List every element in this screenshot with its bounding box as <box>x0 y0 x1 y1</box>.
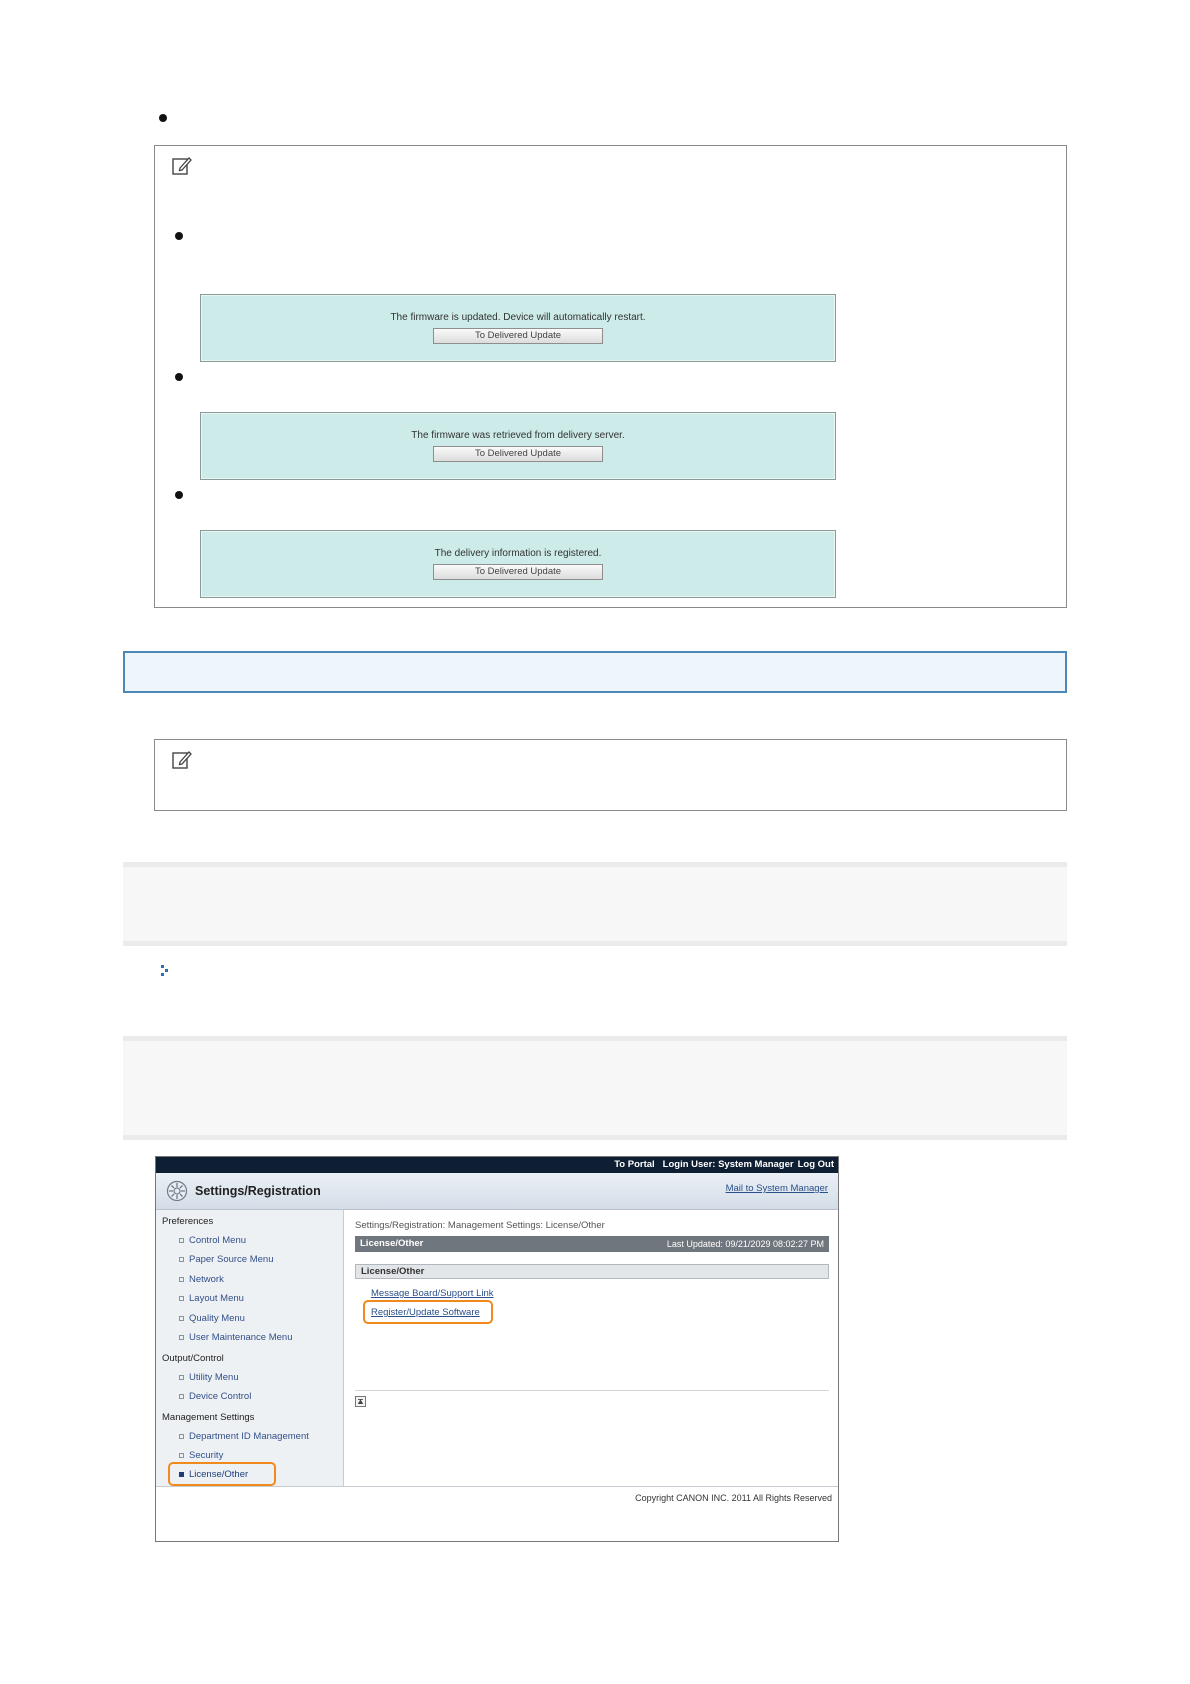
sidebar-item-label: User Maintenance Menu <box>189 1332 293 1343</box>
bullet-square-icon <box>179 1434 184 1439</box>
sidebar-item-control-menu[interactable] <box>179 1235 246 1246</box>
app-title: Settings/Registration <box>195 1184 321 1198</box>
bullet-square-icon <box>179 1316 184 1321</box>
sidebar <box>156 1210 344 1486</box>
to-portal-link[interactable]: To Portal <box>614 1159 655 1170</box>
panel-message: The delivery information is registered. <box>434 548 602 559</box>
panel-message: The firmware was retrieved from delivery server. <box>411 430 625 441</box>
bullet-square-icon <box>179 1394 184 1399</box>
bullet <box>175 491 183 499</box>
to-delivered-update-button[interactable]: To Delivered Update <box>433 564 603 580</box>
note-edit-icon <box>171 749 193 771</box>
sidebar-item-label: Paper Source Menu <box>189 1254 274 1265</box>
bullet <box>175 373 183 381</box>
divider <box>355 1390 829 1391</box>
sidebar-item-label: Control Menu <box>189 1235 247 1246</box>
step-band <box>123 1036 1067 1140</box>
main-content <box>344 1210 838 1486</box>
section-heading <box>123 651 1067 693</box>
sidebar-item-network[interactable] <box>179 1274 224 1285</box>
firmware-retrieved-panel <box>200 412 836 480</box>
top-bar <box>156 1157 838 1173</box>
sidebar-group-management-settings: Management Settings <box>162 1412 255 1423</box>
sidebar-item-user-maintenance-menu[interactable] <box>179 1332 293 1343</box>
message-board-support-link[interactable]: Message Board/Support Link <box>371 1288 494 1299</box>
bullet <box>159 114 167 122</box>
login-user-label: Login User: System Manager <box>662 1159 794 1170</box>
sidebar-item-paper-source-menu[interactable] <box>179 1254 274 1265</box>
sidebar-group-output-control: Output/Control <box>162 1353 224 1364</box>
sidebar-item-department-id-management[interactable] <box>179 1431 309 1442</box>
bullet-square-icon <box>179 1257 184 1262</box>
title-bar-label: License/Other <box>360 1238 424 1249</box>
sidebar-group-preferences: Preferences <box>162 1216 214 1227</box>
step-band <box>123 862 1067 946</box>
mail-to-system-manager-link[interactable]: Mail to System Manager <box>725 1183 828 1194</box>
sidebar-item-label: Utility Menu <box>189 1372 239 1383</box>
sidebar-item-security[interactable] <box>179 1450 223 1461</box>
sidebar-item-label: Device Control <box>189 1391 252 1402</box>
bullet <box>175 232 183 240</box>
note-box <box>154 739 1067 811</box>
copyright: Copyright CANON INC. 2011 All Rights Reserved <box>635 1493 832 1503</box>
remote-ui-screenshot <box>155 1156 839 1542</box>
sidebar-item-utility-menu[interactable] <box>179 1372 239 1383</box>
last-updated: Last Updated: 09/21/2029 08:02:27 PM <box>666 1239 824 1249</box>
sidebar-item-quality-menu[interactable] <box>179 1313 245 1324</box>
bullet-square-icon <box>179 1296 184 1301</box>
settings-gear-icon <box>166 1180 188 1202</box>
sidebar-item-label: Security <box>189 1450 224 1461</box>
sidebar-item-label: Quality Menu <box>189 1313 245 1324</box>
to-delivered-update-button[interactable]: To Delivered Update <box>433 328 603 344</box>
firmware-updated-panel <box>200 294 836 362</box>
panel-message: The firmware is updated. Device will automatically restart. <box>390 312 646 323</box>
sidebar-item-label: License/Other <box>189 1469 249 1480</box>
section-bar-label: License/Other <box>361 1266 425 1277</box>
sidebar-item-layout-menu[interactable] <box>179 1293 244 1304</box>
link-arrow-icon <box>160 964 172 978</box>
highlight-outline <box>363 1300 493 1324</box>
sidebar-item-label: Department ID Management <box>189 1431 309 1442</box>
note-box <box>154 145 1067 608</box>
bullet-square-icon <box>179 1277 184 1282</box>
breadcrumb: Settings/Registration: Management Settings: License/Other <box>355 1220 605 1231</box>
bullet-square-icon <box>179 1238 184 1243</box>
bullet-square-icon <box>179 1375 184 1380</box>
note-edit-icon <box>171 155 193 177</box>
app-header <box>156 1173 838 1210</box>
footer <box>156 1486 838 1542</box>
delivery-registered-panel <box>200 530 836 598</box>
bullet-square-icon <box>179 1335 184 1340</box>
to-delivered-update-button[interactable]: To Delivered Update <box>433 446 603 462</box>
sidebar-item-device-control[interactable] <box>179 1391 251 1402</box>
highlight-outline <box>168 1462 276 1486</box>
sidebar-item-label: Layout Menu <box>189 1293 244 1304</box>
sidebar-item-label: Network <box>189 1274 224 1285</box>
log-out-link[interactable]: Log Out <box>797 1159 834 1170</box>
section-bar <box>355 1264 829 1279</box>
bullet-square-icon <box>179 1453 184 1458</box>
register-update-software-link[interactable]: Register/Update Software <box>371 1307 480 1318</box>
title-bar <box>355 1236 829 1252</box>
back-to-top-icon[interactable] <box>355 1396 366 1407</box>
